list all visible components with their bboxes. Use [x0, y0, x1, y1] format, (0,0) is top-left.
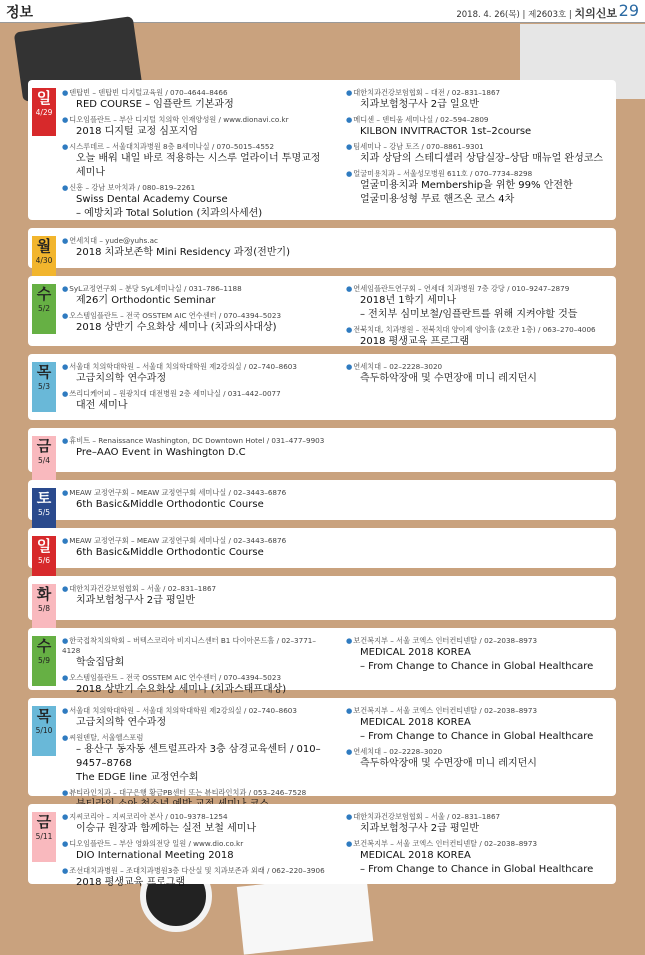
weekday-label: 월 [36, 237, 52, 255]
event-host: ● MEAW 교정연구회 – MEAW 교정연구회 세미나실 / 02–3443–6876 [62, 488, 332, 498]
event-title: MEDICAL 2018 KOREA [360, 850, 471, 861]
day-badge [32, 636, 56, 686]
event-title: RED COURSE – 임플란트 기본과정 [76, 99, 234, 110]
event-host: ● 보건복지부 – 서울 코엑스 인터컨티넨탈 / 02–2038–8973 [346, 706, 611, 716]
event-host: ● 연세치대 – 02–2228–3020 [346, 362, 611, 372]
date-label: 4/29 [35, 108, 53, 117]
event-host: ● 대한치과건강보험협회 – 서울 / 02–831–1867 [62, 584, 332, 594]
event-title: – 용산구 동자동 센트럴프라자 3층 삼경교육센터 / 010–9457–8768 [76, 744, 321, 769]
left-column [62, 362, 332, 416]
event-host: ● 신흥 – 강남 보아치과 / 080–819–2261 [62, 183, 332, 193]
event-host: ● 서울대 치의학대학원 – 서울대 치의학대학원 제2강의실 / 02–740–8603 [62, 706, 332, 716]
event-title: 치과 상담의 스테디셀러 상담실장–상담 매뉴얼 완성코스 [360, 153, 604, 164]
date-label: 5/4 [37, 456, 51, 465]
event-item [62, 536, 332, 560]
event-item [62, 584, 332, 608]
event-host: ● 연세치대 – yude@yuhs.ac [62, 236, 332, 246]
date-label: 5/6 [37, 556, 51, 565]
event-host: ● SyL교정연구회 – 분당 SyL세미나실 / 031–786–1188 [62, 284, 332, 294]
weekday-label: 화 [36, 585, 52, 603]
event-host: ● 서울대 치의학대학원 – 서울대 치의학대학원 제2강의실 / 02–740–8603 [62, 362, 332, 372]
left-column [62, 236, 332, 263]
day-card [28, 80, 616, 220]
date-label: 5/8 [37, 604, 51, 613]
weekday-label: 토 [36, 489, 52, 507]
left-column [62, 636, 332, 700]
event-item [346, 636, 611, 674]
page-header [0, 0, 645, 23]
event-title: 대전 세미나 [76, 400, 128, 411]
event-item [62, 706, 332, 730]
event-item [62, 311, 332, 335]
left-column [62, 88, 332, 224]
event-title: 2018년 1학기 세미나 [360, 295, 457, 306]
event-host: ● 연세치대 – 02–2228–3020 [346, 747, 611, 757]
event-item [62, 673, 332, 697]
event-item [62, 866, 332, 890]
event-title: 2018 상반기 수요화상 세미나 (치과스태프대상) [76, 684, 287, 695]
day-badge [32, 812, 56, 862]
day-card [28, 480, 616, 520]
event-host: ● 오스템임플란트 – 전국 OSSTEM AIC 연수센터 / 070–4394–5023 [62, 311, 332, 321]
event-host: ● 한국접착치의학회 – 버텍스코리아 비지니스센터 B1 다이아몬드홀 / 02–3771–4128 [62, 636, 332, 656]
date-label: 4/30 [35, 256, 53, 265]
event-item [346, 747, 611, 771]
section-title: 정보 [6, 5, 34, 21]
event-title: 고급치의학 연수과정 [76, 373, 167, 384]
left-column [62, 812, 332, 893]
weekday-label: 금 [36, 813, 52, 831]
event-item [62, 284, 332, 308]
event-title: MEDICAL 2018 KOREA [360, 647, 471, 658]
event-title: – From Change to Chance in Global Healthcare [360, 731, 594, 742]
weekday-label: 목 [36, 707, 52, 725]
page-number: 29 [618, 1, 639, 20]
event-title: KILBON INVITRACTOR 1st–2course [360, 126, 532, 137]
left-column [62, 284, 332, 338]
event-item [346, 115, 611, 139]
day-card [28, 698, 616, 796]
day-badge [32, 706, 56, 756]
right-column [346, 88, 611, 210]
event-item [62, 812, 332, 836]
event-host: ● 메디센 – 덴티움 세미나실 / 02–594–2809 [346, 115, 611, 125]
event-host: ● 대한치과건강보험협회 – 서울 / 02–831–1867 [346, 812, 611, 822]
event-host: ● 연세임플란트연구회 – 연세대 치과병원 7층 강당 / 010–9247–2879 [346, 284, 611, 294]
event-title: 얼굴미용성형 무료 핸즈온 코스 4차 [360, 194, 515, 205]
event-title: Swiss Dental Academy Course [76, 194, 228, 205]
event-title: – From Change to Chance in Global Healthcare [360, 864, 594, 875]
event-host: ● 시스루데르 – 서울대치과병원 8층 B세미나실 / 070–5015–4552 [62, 142, 332, 152]
event-item [346, 812, 611, 836]
event-title: 측두하악장애 및 수면장애 미니 레지던시 [360, 373, 537, 384]
event-host: ● 지씨코리아 – 지씨코리아 본사 / 010–9378–1254 [62, 812, 332, 822]
event-host: ● 씨원덴탈, 서울헬스포럼 [62, 733, 332, 743]
day-card [28, 354, 616, 420]
date-label: 5/2 [37, 304, 51, 313]
event-item [346, 169, 611, 207]
event-host: ● 팀세미나 – 강남 토즈 / 070–8861–9301 [346, 142, 611, 152]
day-card [28, 428, 616, 472]
event-host: ● 얼굴미용치과 – 서울성모병원 611호 / 070–7734–8298 [346, 169, 611, 179]
event-item [62, 88, 332, 112]
event-item [62, 142, 332, 180]
weekday-label: 목 [36, 363, 52, 381]
left-column [62, 488, 332, 515]
event-item [62, 236, 332, 260]
day-badge [32, 436, 56, 486]
event-item [346, 706, 611, 744]
event-host: ● 뷰티라인치과 – 대구은행 황금PB센터 또는 뷰티라인치과 / 053–246–7528 [62, 788, 332, 798]
weekday-label: 수 [36, 285, 52, 303]
event-item [62, 436, 332, 460]
event-title: 고급치의학 연수과정 [76, 717, 167, 728]
right-column [346, 284, 611, 352]
day-card [28, 576, 616, 620]
date-label: 5/9 [37, 656, 51, 665]
event-title: 제26기 Orthodontic Seminar [76, 295, 216, 306]
left-column [62, 706, 332, 815]
day-card [28, 276, 616, 346]
day-badge [32, 584, 56, 634]
event-title: MEDICAL 2018 KOREA [360, 717, 471, 728]
event-item [62, 183, 332, 221]
event-host: ● 보건복지부 – 서울 코엑스 인터컨티넨탈 / 02–2038–8973 [346, 839, 611, 849]
event-title: 치과보험청구사 2급 평일반 [76, 595, 195, 606]
right-column [346, 812, 611, 880]
event-title: – 예방치과 Total Solution (치과의사세션) [76, 208, 263, 219]
event-host: ● 보건복지부 – 서울 코엑스 인터컨티넨탈 / 02–2038–8973 [346, 636, 611, 646]
issue-info: 2018. 4. 26(목) | 제2603호 | 치의신보 [456, 7, 617, 20]
paper-name: 치의신보 [574, 7, 617, 20]
day-badge [32, 362, 56, 412]
event-title: 2018 평생교육 프로그램 [360, 336, 470, 347]
event-host: ● MEAW 교정연구회 – MEAW 교정연구회 세미나실 / 02–3443–6876 [62, 536, 332, 546]
event-host: ● 디오임플란트 – 부산 영화의전당 일원 / www.dio.co.kr [62, 839, 332, 849]
event-title: 2018 치과보존학 Mini Residency 과정(전반기) [76, 247, 290, 258]
event-host: ● 덴탑빈 – 덴탑빈 디지털교육원 / 070–4644–8466 [62, 88, 332, 98]
day-card [28, 804, 616, 888]
event-host: ● 휴비트 – Renaissance Washington, DC Downtown Hotel / 031–477–9903 [62, 436, 332, 446]
event-title: 6th Basic&Middle Orthodontic Course [76, 499, 264, 510]
event-title: 2018 디지털 교정 심포지엄 [76, 126, 198, 137]
event-item [346, 88, 611, 112]
event-host: ● 조선대치과병원 – 조대치과병원3층 다산실 및 치과보존과 외래 / 062–220–3906 [62, 866, 332, 876]
event-host: ● 오스템임플란트 – 전국 OSSTEM AIC 연수센터 / 070–4394–5023 [62, 673, 332, 683]
event-item [62, 488, 332, 512]
left-column [62, 536, 332, 563]
date-label: 5/5 [37, 508, 51, 517]
event-title: – 전치부 심미보철/임플란트를 위해 지켜야할 것들 [360, 309, 578, 320]
event-item [62, 839, 332, 863]
weekday-label: 일 [36, 89, 52, 107]
event-title: 오늘 배워 내일 바로 적용하는 시스루 얼라이너 투명교정 세미나 [76, 153, 321, 178]
day-card [28, 528, 616, 568]
event-title: 2018 평생교육 프로그램 [76, 877, 186, 888]
weekday-label: 수 [36, 637, 52, 655]
event-title: 2018 상반기 수요화상 세미나 (치과의사대상) [76, 322, 277, 333]
date-label: 5/11 [35, 832, 53, 841]
event-host: ● 디오임플란트 – 부산 디지털 치의학 인재양성원 / www.dionavi.co.kr [62, 115, 332, 125]
event-item [346, 284, 611, 322]
left-column [62, 436, 332, 463]
event-item [62, 636, 332, 670]
event-item [346, 362, 611, 386]
right-column [346, 636, 611, 677]
event-host: ● 대한치과건강보험협회 – 대전 / 02–831–1867 [346, 88, 611, 98]
event-title: 학술집담회 [76, 657, 125, 668]
event-item [62, 362, 332, 386]
event-title: 치과보험청구사 2급 일요반 [360, 99, 479, 110]
day-badge [32, 284, 56, 334]
right-column [346, 706, 611, 774]
event-title: 이승규 원장과 함께하는 실전 보철 세미나 [76, 823, 257, 834]
event-title: Pre–AAO Event in Washington D.C [76, 447, 246, 458]
left-column [62, 584, 332, 611]
event-title: 치과보험청구사 2급 평일반 [360, 823, 479, 834]
event-title: 측두하악장애 및 수면장애 미니 레지던시 [360, 758, 537, 769]
event-title: DIO International Meeting 2018 [76, 850, 234, 861]
event-title: 6th Basic&Middle Orthodontic Course [76, 547, 264, 558]
event-host: ● 쓰리디케어피 – 원광치대 대전병원 2층 세미나실 / 031–442–0077 [62, 389, 332, 399]
right-column [346, 362, 611, 389]
date-label: 5/3 [37, 382, 51, 391]
event-item [62, 733, 332, 785]
event-item [346, 142, 611, 166]
weekday-label: 일 [36, 537, 52, 555]
day-card [28, 628, 616, 695]
weekday-label: 금 [36, 437, 52, 455]
event-item [62, 115, 332, 139]
event-item [346, 325, 611, 349]
event-title: 얼굴미용치과 Membership을 위한 99% 안전한 [360, 180, 573, 191]
event-title: – From Change to Chance in Global Healthcare [360, 661, 594, 672]
event-host: ● 전북치대, 치과병원 – 전북치대 양이제 양이홀 (2호관 1층) / 063–270–4006 [346, 325, 611, 335]
event-item [346, 839, 611, 877]
day-card [28, 228, 616, 268]
date-label: 5/10 [35, 726, 53, 735]
day-badge [32, 88, 56, 136]
event-title: The EDGE line 교정연수회 [76, 772, 199, 783]
event-item [62, 389, 332, 413]
